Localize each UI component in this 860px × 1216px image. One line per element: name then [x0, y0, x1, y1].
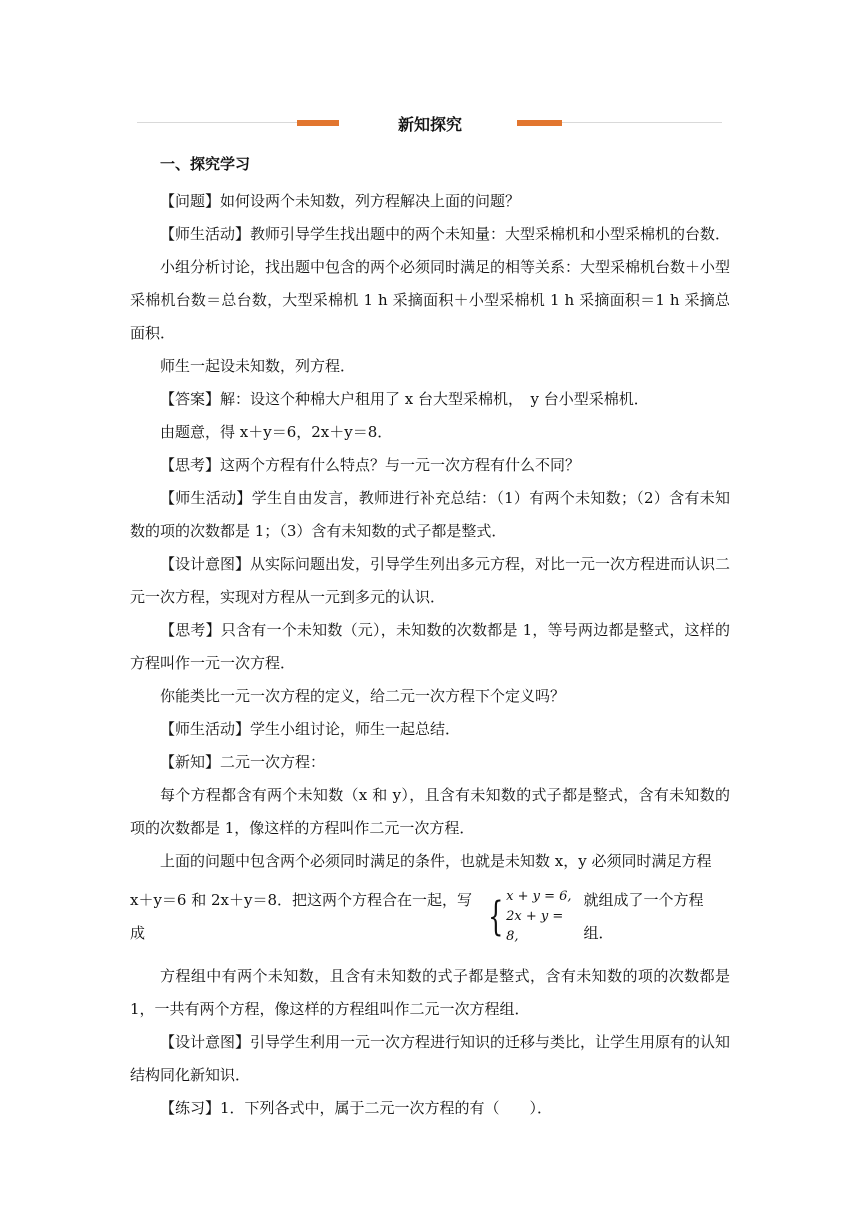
paragraph-question: 【问题】如何设两个未知数，列方程解决上面的问题？: [160, 192, 521, 210]
paragraph-activity-3: 【师生活动】学生小组讨论，师生一起总结．: [160, 720, 461, 738]
header-accent-right: [517, 120, 562, 126]
section-title: 一、探究学习: [160, 155, 251, 173]
paragraph-definition-system: 方程组中有两个未知数，且含有未知数的式子都是整式，含有未知数的项的次数都是 1，一共有两个方程，像这样的方程组叫作二元一次方程组．: [130, 967, 730, 1018]
paragraph-think-1: 【思考】这两个方程有什么特点？与一元一次方程有什么不同？: [160, 456, 581, 474]
paragraph-activity-1: 【师生活动】教师引导学生找出题中的两个未知量：大型采棉机和小型采棉机的台数．: [160, 225, 731, 243]
equation-system-line: [130, 884, 730, 950]
paragraph-equations: 由题意，得 x＋y＝6，2x＋y＝8．: [160, 423, 393, 441]
section-header: [0, 108, 860, 138]
paragraph-think-2: 【思考】只含有一个未知数（元），未知数的次数都是 1，等号两边都是整式，这样的方程叫作一元一次方程．: [130, 621, 730, 672]
paragraph-design-2: 【设计意图】引导学生利用一元一次方程进行知识的迁移与类比，让学生用原有的认知结构同化新知识．: [130, 1033, 731, 1084]
system-outro-text: 就组成了一个方程组．: [583, 891, 704, 942]
equation-stack: [506, 887, 577, 947]
system-equation-1: x + y = 6,: [506, 889, 572, 904]
paragraph-new-knowledge: 【新知】二元一次方程：: [160, 753, 326, 771]
paragraph-analogy: 你能类比一元一次方程的定义，给二元一次方程下个定义吗？: [160, 687, 566, 705]
paragraph-conditions: 上面的问题中包含两个必须同时满足的条件，也就是未知数 x，y 必须同时满足方程: [160, 852, 712, 870]
paragraph-design-1: 【设计意图】从实际问题出发，引导学生列出多元方程，对比一元一次方程进而认识二元一次方程，实现对方程从一元到多元的认识．: [130, 555, 731, 606]
paragraph-discussion: 小组分析讨论，找出题中包含的两个必须同时满足的相等关系：大型采棉机台数＋小型采棉机台数＝总台数，大型采棉机 1 h 采摘面积＋小型采棉机 1 h 采摘面积＝1 h 采摘总面积．: [130, 258, 731, 342]
paragraph-activity-2: 【师生活动】学生自由发言，教师进行补充总结：（1）有两个未知数；（2）含有未知数的项的次数都是 1；（3）含有未知数的式子都是整式．: [130, 489, 730, 540]
paragraph-exercise: 【练习】1．下列各式中，属于二元一次方程的有（ ）．: [160, 1099, 553, 1117]
paragraph-answer: 【答案】解：设这个种棉大户租用了 x 台大型采棉机， y 台小型采棉机．: [160, 390, 649, 408]
document-body: [130, 148, 730, 1125]
paragraph-set-unknowns: 师生一起设未知数，列方程．: [160, 357, 356, 375]
header-title: 新知探究: [397, 115, 462, 134]
paragraph-definition-equation: 每个方程都含有两个未知数（x 和 y），且含有未知数的式子都是整式，含有未知数的项的次数都是 1，像这样的方程叫作二元一次方程．: [130, 786, 730, 837]
system-intro-text: x＋y＝6 和 2x＋y＝8．把这两个方程合在一起，写成: [130, 891, 473, 942]
left-brace-icon: {: [487, 894, 504, 940]
header-rule-right: [562, 122, 722, 123]
equation-system: [483, 887, 578, 947]
system-equation-2: 2x + y = 8,: [506, 909, 564, 944]
